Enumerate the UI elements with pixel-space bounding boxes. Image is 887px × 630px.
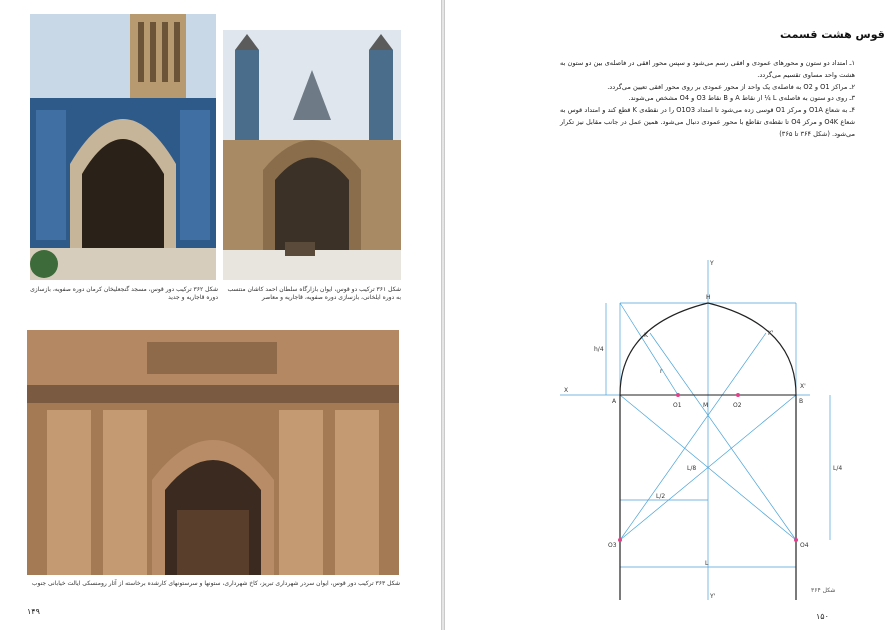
- label-h-quarter: h/4: [594, 346, 604, 353]
- left-page-number: ۱۴۹: [27, 607, 40, 616]
- label-l-eighth: L/8: [687, 465, 697, 472]
- carved-facade-photo: [27, 330, 399, 575]
- caption-carved-facade: شکل ۳۶۳ ترکیب دور قوس، ایوان سردر شهرداری تبریز، کاخ شهرداری، ستونها و سرستونهای کارشده برخاسته از آثار رومنسکی ایالت خیابانی جنوب: [31, 580, 400, 587]
- label-k-prime: K': [768, 330, 774, 337]
- instruction-step-4: ۴ـ به شعاع O1A و مرکز O1 قوسی زده می‌شود تا امتداد O1O3 را در نقطه‌ی K قطع کند و امتداد قوس به شعاع O4K و مرکز O4 تا نقطه‌ی تقاطع با محور عمودی دنبال می‌شود. همین عمل در جانب مقابل نیز تکرار می‌شود. (شکل ۳۶۴ تا ۳۶۵): [560, 106, 856, 138]
- label-l-half: L/2: [656, 493, 666, 500]
- section-title: قوس هشت قسمت: [780, 28, 885, 41]
- label-o2: O2: [733, 402, 742, 409]
- label-y-prime: Y': [710, 593, 716, 600]
- label-y: Y: [710, 260, 714, 267]
- instruction-step-3: ۳ـ روی دو ستون به فاصله‌ی L ¼ از نقاط A و B نقاط O3 و O4 مشخص می‌شوند.: [628, 94, 855, 103]
- caption-tiled-iwan: شکل ۳۶۲ ترکیب دور قوس، مسجد گنجعلیخان کرمان دوره صفویه، بازسازی دوره قاجاریه و جدید: [30, 286, 218, 301]
- label-r: r: [660, 368, 663, 375]
- figure-label: شکل ۳۶۴: [811, 587, 836, 594]
- radius-line-o4: [650, 333, 796, 540]
- minaret-mosque-photo: [223, 30, 401, 280]
- label-o1: O1: [673, 402, 682, 409]
- point-o3: [618, 538, 622, 542]
- point-o4: [794, 538, 798, 542]
- right-page-number: ۱۵۰: [816, 612, 829, 621]
- point-o2: [736, 393, 740, 397]
- tiled-iwan-photo: [30, 14, 216, 280]
- instructions-text: [560, 58, 855, 141]
- caption-minaret-mosque: شکل ۳۶۱ ترکیب دو قوس، ایوان بازارگاه سلطان احمد کاشان منتسب به دوره ایلخانی، بازسازی دوره صفویه، قاجاریه و معاصر: [227, 286, 401, 301]
- radius-line-o3: [620, 333, 766, 540]
- label-x: X: [564, 387, 569, 394]
- label-b: B: [799, 398, 804, 405]
- label-h: H: [706, 294, 711, 301]
- label-o4: O4: [800, 542, 809, 549]
- label-m: M: [703, 402, 709, 409]
- instruction-step-1: ۱ـ امتداد دو ستون و محورهای عمودی و افقی رسم می‌شود و سپس محور افقی در فاصله‌ی بین دو ستون به هشت واحد مساوی تقسیم می‌گردد.: [560, 59, 855, 79]
- label-k: K: [644, 332, 648, 339]
- arch-construction-diagram: [560, 255, 860, 605]
- point-o1: [676, 393, 680, 397]
- label-l-quarter: L/4: [833, 465, 843, 472]
- left-page: [0, 0, 441, 630]
- label-a: A: [612, 398, 617, 405]
- label-x-prime: X': [800, 383, 806, 390]
- label-l: L: [705, 560, 709, 567]
- label-o3: O3: [608, 542, 617, 549]
- instruction-step-2: ۲ـ مراکز O1 و O2 به فاصله‌ی یک واحد از محور عمودی بر روی محور افقی تعیین می‌گردد.: [607, 82, 855, 91]
